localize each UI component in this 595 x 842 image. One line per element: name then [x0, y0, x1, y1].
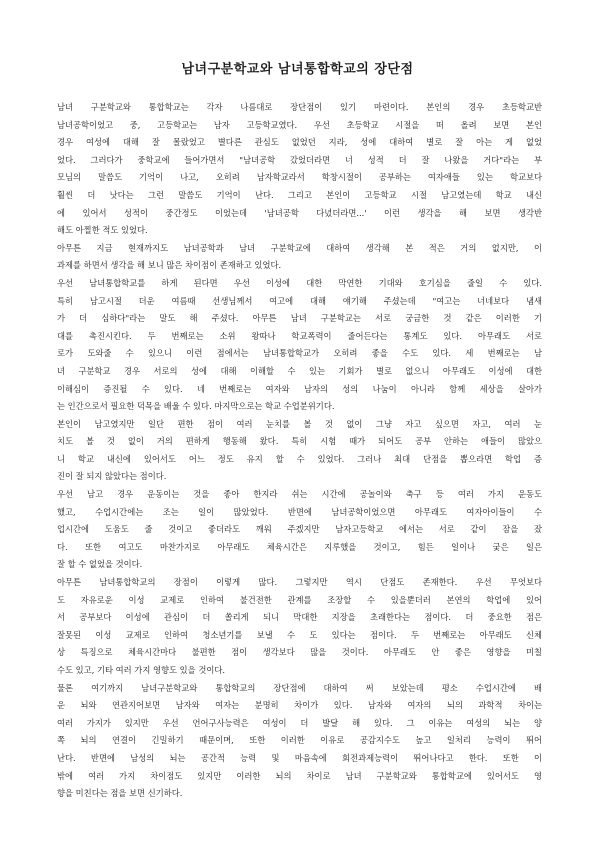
- document-body: [57, 99, 542, 803]
- text-line: 에 있어서 성적이 중간정도 이었는데 '남녀공학 다녔더라면...' 이런 생각을 해 보면 생각반: [57, 207, 542, 218]
- text-line: 훨씬 더 낫다는 그런 말씀도 기억이 난다. 그리고 본인이 고등학교 시절 남고였는데 학교 내신: [57, 189, 542, 200]
- text-line: 해도 아찔한 적도 있었다.: [57, 225, 148, 236]
- text-line: 로가 도와줄 수 있으니 이런 점에서는 남녀통합학교가 오히려 좋을 수도 있다. 세 번째로는 남: [57, 348, 542, 359]
- text-line: 여러 가지가 있지만 우선 언어구사능력은 여성이 더 발달 해 있다. 그 이유는 여성의 뇌는 양: [57, 717, 542, 728]
- text-line: 아무튼 지금 현재까지도 남녀공학과 남녀 구분학교에 대하여 생각해 본 적은 거의 없지만, 이: [57, 242, 542, 253]
- text-line: 다. 또한 여고도 마찬가지로 아무래도 체육시간은 지루했을 것이고, 힘든 일이나 궂은 일은: [57, 541, 542, 552]
- paragraph: [57, 486, 542, 574]
- text-line: 경우 여성에 대해 잘 몰랐었고 별다른 관심도 없었던 지라, 성에 대하여 별로 잘 아는 게 없었: [57, 137, 542, 148]
- text-line: 난다. 반면에 남성의 뇌는 공간적 능력 및 마음속에 회전과제능력이 뛰어나다고 한다. 또한 이: [57, 752, 542, 763]
- text-line: 업시간에 도움도 줄 것이고 좋더라도 깨워 주겠지만 남자고등학교 에서는 서로 같이 잠을 잤: [57, 524, 542, 535]
- text-line: 물론 여기까지 남녀구분학교와 통합학교의 장단점에 대하여 써 보았는데 평소 수업시간에 배: [57, 682, 542, 693]
- text-line: 었다. 그러다가 중학교에 들어가면서 "남녀공학 갔었더라면 너 성적 더 잘 나왔을 거다"라는 부: [57, 154, 542, 165]
- text-line: 아무튼 남녀통합학교의 장점이 이렇게 많다. 그렇지만 역시 단점도 존재한다. 우선 무엇보다: [57, 577, 542, 588]
- text-line: 이해심이 증진될 수 있다. 네 번째로는 여자와 남자의 성의 나눔이 아니라 함께 세상을 살아가: [57, 383, 542, 394]
- text-line: 쪽 뇌의 연결이 긴밀하기 때문이며, 또한 이러한 이유로 공감지수도 높고 일처리 능력이 뛰어: [57, 735, 542, 746]
- text-line: 했고, 수업시간에는 조는 일이 많았었다. 반면에 남녀공학이었으면 아무래도 여자아이들이 수: [57, 506, 542, 517]
- paragraph: [57, 240, 542, 275]
- text-line: 상 특징으로 체육시간마다 불편한 점이 생각보다 많을 것이다. 아무래도 안 좋은 영향을 미칠: [57, 647, 542, 658]
- paragraph: [57, 99, 542, 240]
- text-line: 특히 남고시절 더운 여름때 선생님께서 여고에 대해 얘기해 주셨는데 "여고는 너네보다 냄새: [57, 295, 542, 306]
- text-line: 과제를 하면서 생각을 해 보니 많은 차이점이 존재하고 있었다.: [57, 260, 282, 271]
- paragraph: [57, 680, 542, 803]
- text-line: 대를 촉진시킨다. 두 번째로는 소위 왕따나 학교폭력이 줄어든다는 통계도 있다. 아무래도 서로: [57, 330, 542, 341]
- text-line: 향을 미친다는 점을 보면 신기하다.: [57, 788, 183, 799]
- text-line: 잘 할 수 없었을 것이다.: [57, 559, 143, 570]
- paragraph: [57, 574, 542, 680]
- text-line: 도 자유로운 이성 교제로 인하여 불건전한 관계를 조장할 수 있을뿐더러 본연의 학업에 있어: [57, 594, 542, 605]
- text-line: 는 인간으로서 필요한 덕목을 배울 수 있다. 마지막으로는 학교 수업분위기다.: [57, 401, 335, 412]
- paragraph: [57, 416, 542, 486]
- text-line: 진이 잘 되지 않았다는 점이다.: [57, 471, 167, 482]
- text-line: 본인이 남고였지만 일단 편한 점이 여러 눈치를 볼 것 없이 그냥 자고 싶으면 자고, 여러 눈: [57, 418, 542, 429]
- text-line: 우선 남녀통합학교를 하게 된다면 우선 이성에 대한 막연한 기대와 호기심을 줄일 수 있다.: [57, 277, 542, 288]
- text-line: 운 뇌와 연관지어보면 남자와 여자는 분명히 차이가 있다. 남자와 여자의 뇌의 과학적 차이는: [57, 700, 542, 711]
- text-line: 가 더 심하다"라는 말도 해 주셨다. 아무튼 남녀 구분학교는 서로 궁금한 것 같은 이러한 기: [57, 313, 542, 324]
- text-line: 남녀 구분학교와 통합학교는 각자 나름대로 장단점이 있기 마련이다. 본인의 경우 초등학교반: [57, 102, 542, 112]
- text-line: 니 학교 내신에 있어서도 어느 정도 유지 할 수 있었다. 그러나 최대 단점을 뽑으라면 학업 증: [57, 453, 542, 464]
- text-line: 수도 있고, 기타 여러 가지 영향도 있을 것이다.: [57, 665, 226, 675]
- text-line: 모님의 말씀도 기억이 나고, 오히려 남자학교라서 학창시절이 공부하는 여자애들 있는 학교보다: [57, 172, 542, 183]
- document-title: 남녀구분학교와 남녀통합학교의 장단점: [181, 62, 414, 77]
- text-line: 우선 남고 경우 운동이는 것을 좋아 한지라 쉬는 시간에 공놀이와 축구 등 여러 가지 운동도: [57, 489, 542, 500]
- text-line: 녀 구분학교 경우 서로의 성에 대해 이해할 수 있는 기회가 별로 없으니 아무래도 이성에 대한: [57, 365, 542, 376]
- paragraph: [57, 275, 542, 416]
- text-line: 남녀공학이었고 중, 고등학교는 남자 고등학교였다. 우선 초등학교 시절을 떠 올려 보면 본인: [57, 119, 542, 130]
- text-line: 밖에 여러 가지 차이점도 있지만 이러한 뇌의 차이로 남녀 구분학교와 통합학교에 있어서도 영: [57, 770, 542, 781]
- text-line: 치도 볼 것 없이 거의 편하게 행동해 왔다. 특히 시험 때가 되어도 공부 안하는 애들이 많았으: [57, 436, 542, 447]
- text-line: 서 공부보다 이성에 관심이 더 쏠리게 되니 막대한 지장을 초래한다는 점이다. 더 중요한 점은: [57, 612, 542, 623]
- text-line: 잘못된 이성 교제로 인하여 청소년기를 보낼 수 도 있다는 점이다. 두 번째로는 아무래도 신체: [57, 629, 542, 640]
